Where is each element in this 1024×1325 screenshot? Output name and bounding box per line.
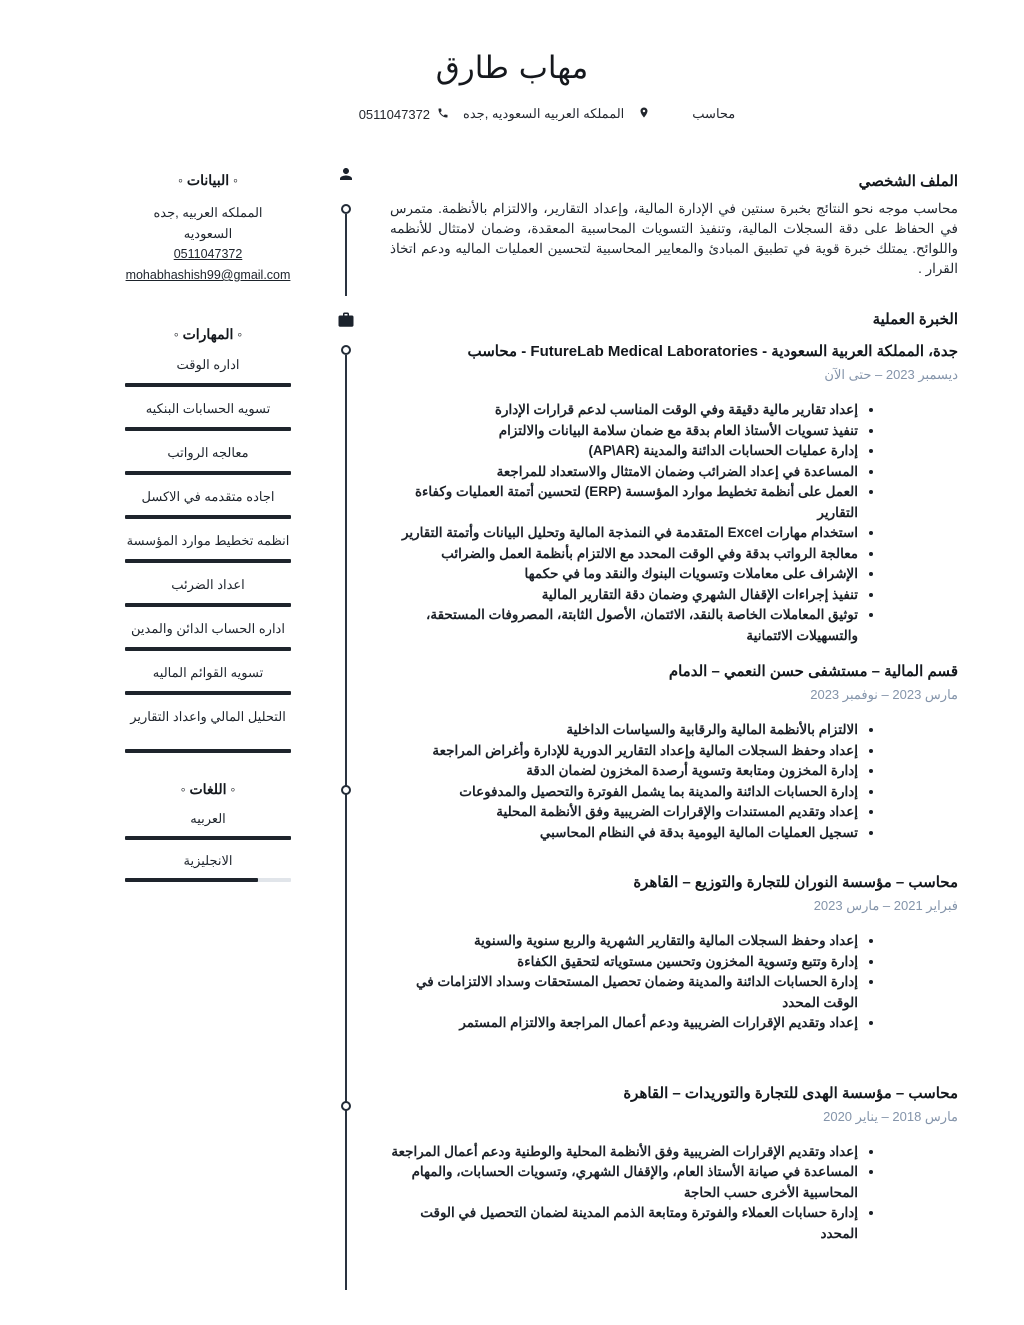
job-date-range: فبراير 2021 – مارس 2023: [813, 898, 958, 913]
languages-section-title: ◦ اللغات ◦: [180, 781, 236, 797]
contact-section-title: ◦ البيانات ◦: [178, 172, 238, 188]
job-bullet: • توثيق المعاملات الخاصة بالنقد، الائتمان، الأصول الثابتة، المصروفات المستحقة، والتسهيلات الائتمانية: [390, 605, 858, 646]
skill-item: [98, 708, 318, 753]
skill-rating-bar: [125, 383, 291, 387]
timeline-node: [341, 204, 351, 214]
contact-location-line1: المملكه العربيه ,جده: [153, 205, 263, 220]
profile-section-title: الملف الشخصي: [858, 173, 958, 190]
job-entry: [390, 662, 958, 843]
job-bullet: • المساعدة في صيانة الأستاذ العام، والإقفال الشهري، وتسويات الحسابات، والمهام المحاسبية الأخرى حسب الحاجة: [390, 1162, 858, 1203]
job-entry: [390, 1084, 958, 1245]
skill-item: [98, 488, 318, 519]
job-entry: [390, 342, 958, 646]
job-bullet: • إدارة الحسابات الدائنة والمدينة وضمان تحصيل المستحقات وسداد الالتزامات في الوقت المحدد: [390, 972, 858, 1013]
job-bullet: • تسجيل العمليات المالية اليومية بدقة في النظام المحاسبي: [390, 823, 858, 844]
contact-location-line2: السعوديه: [183, 226, 233, 241]
language-rating-fill: [125, 878, 258, 882]
header-location: المملكه العربيه السعوديه ,جده: [463, 106, 625, 121]
language-item: [98, 810, 318, 840]
job-date-range: ديسمبر 2023 – حتى الآن: [824, 367, 958, 382]
job-bullet-list: [390, 400, 958, 646]
skill-rating-bar: [125, 603, 291, 607]
job-bullet: • إدارة الحسابات الدائنة والمدينة بما يشمل الفوترة والتحصيل والمدفوعات: [390, 782, 858, 803]
timeline-node: [341, 785, 351, 795]
skill-label: اجاده متقدمه في الاكسل: [141, 489, 275, 504]
contact-row: [0, 106, 1024, 122]
skill-rating-bar: [125, 749, 291, 753]
job-bullet: • إعداد وحفظ السجلات المالية وإعداد التقارير الدورية للإدارة وأغراض المراجعة: [390, 741, 858, 762]
main-column: [390, 172, 958, 1244]
experience-section-title: الخبرة العملية: [872, 311, 958, 328]
skill-label: التحليل المالي واعداد التقارير: [130, 709, 286, 724]
skill-rating-bar: [125, 691, 291, 695]
job-bullet: • إدارة حسابات العملاء والفوترة ومتابعة الذمم المدينة لضمان التحصيل في الوقت المحدد: [390, 1203, 858, 1244]
contact-phone-link[interactable]: 0511047372: [173, 247, 243, 261]
job-bullet: • إعداد وتقديم المستندات والإقرارات الضريبية وفق الأنظمة المحلية: [390, 802, 858, 823]
job-bullet: • تنفيذ إجراءات الإقفال الشهري وضمان دقة التقارير المالية: [390, 585, 858, 606]
language-rating-track: [125, 836, 291, 840]
job-entry: [390, 873, 958, 1034]
job-bullet: • معالجة الرواتب بدقة وفي الوقت المحدد مع الالتزام بأنظمة العمل والضرائب: [390, 544, 858, 565]
skill-label: معالجه الرواتب: [167, 445, 249, 460]
job-bullet: • إعداد وتقديم الإقرارات الضريبية ودعم أعمال المراجعة والالتزام المستمر: [390, 1013, 858, 1034]
language-item: [98, 852, 318, 882]
skills-section-title: ◦ المهارات ◦: [173, 326, 243, 342]
skill-label: انظمه تخطيط موارد المؤسسة: [126, 533, 290, 548]
phone-icon: [437, 107, 449, 122]
language-rating-fill: [125, 836, 291, 840]
skill-item: [98, 576, 318, 607]
job-bullet: • إدارة وتتبع وتسوية المخزون وتحسين مستوياته لتحقيق الكفاءة: [390, 952, 858, 973]
skill-item: [98, 620, 318, 651]
job-heading: قسم المالية – مستشفى حسن النعمي – الدمام: [668, 663, 958, 680]
skill-item: [98, 356, 318, 387]
job-bullet: • المساعدة في إعداد الضرائب وضمان الامتثال والاستعداد للمراجعة: [390, 462, 858, 483]
header-job-title: محاسب: [692, 106, 736, 121]
job-bullet: • الإشراف على معاملات وتسويات البنوك والنقد وما في حكمها: [390, 564, 858, 585]
skill-item: [98, 444, 318, 475]
language-label: الانجليزية: [183, 853, 233, 868]
job-heading: محاسب – مؤسسة النوران للتجارة والتوزيع – القاهرة: [633, 874, 958, 891]
job-date-range: مارس 2018 – يناير 2020: [823, 1108, 958, 1124]
skill-rating-bar: [125, 647, 291, 651]
job-bullet-list: [390, 931, 958, 1034]
job-bullet-list: [390, 1142, 958, 1245]
profile-summary: محاسب موجه نحو النتائج بخبرة سنتين في الإدارة المالية، وإعداد التقارير، والالتزام بالأنظمة. متمرس في الحفاظ على دقة السجلات المالية، وتنفيذ التسويات المحاسبية المعقدة، وضمان لامتثال للأنظمه واللوائح. يمتلك خبرة قوية في تطبيق المبادئ والمعايير المحاسبية لتحسين العمليات الماليه ودعم اتخاذ القرار .: [390, 201, 958, 276]
skill-rating-bar: [125, 427, 291, 431]
skill-label: تسويه القوائم الماليه: [152, 665, 264, 680]
skill-label: تسويه الحسابات البنكيه: [145, 401, 271, 416]
skill-label: اداره الوقت: [176, 357, 240, 372]
skill-rating-bar: [125, 471, 291, 475]
timeline-node: [341, 345, 351, 355]
job-bullet: • إعداد وتقديم الإقرارات الضريبية وفق الأنظمة المحلية والوطنية ودعم أعمال المراجعة: [390, 1142, 858, 1163]
briefcase-icon: [337, 311, 355, 329]
job-heading: محاسب – مؤسسة الهدى للتجارة والتوريدات – القاهرة: [623, 1084, 958, 1102]
job-bullet-list: [390, 720, 958, 843]
candidate-name: مهاب طارق: [435, 50, 589, 86]
job-bullet: • تنفيذ تسويات الأستاذ العام بدقة مع ضمان سلامة البيانات والالتزام: [390, 421, 858, 442]
location-pin-icon: [638, 106, 650, 122]
skill-item: [98, 400, 318, 431]
person-icon: [337, 165, 355, 183]
skills-list: [98, 356, 318, 753]
job-date-range: مارس 2023 – نوفمبر 2023: [810, 687, 958, 702]
timeline-line: [345, 355, 347, 1290]
header-phone-number: 0511047372: [358, 106, 431, 122]
job-heading: جدة، المملكة العربية السعودية - FutureLab Medical Laboratories - محاسب: [467, 343, 958, 360]
skill-item: [98, 532, 318, 563]
job-bullet: • العمل على أنظمة تخطيط موارد المؤسسة (ERP) لتحسين أتمتة العمليات وكفاءة التقارير: [390, 482, 858, 523]
job-bullet: • إعداد تقارير مالية دقيقة وفي الوقت المناسب لدعم قرارات الإدارة: [390, 400, 858, 421]
sidebar: [98, 172, 318, 894]
timeline-node: [341, 1101, 351, 1111]
job-bullet: • إدارة عمليات الحسابات الدائنة والمدينة (AP\AR): [390, 441, 858, 462]
skill-item: [98, 664, 318, 695]
skill-label: اعداد الضرئب: [171, 577, 245, 592]
languages-list: [98, 810, 318, 882]
language-label: العربيه: [190, 811, 226, 826]
contact-email-link[interactable]: mohabhashish99@gmail.com: [125, 268, 291, 282]
skill-rating-bar: [125, 515, 291, 519]
skill-rating-bar: [125, 559, 291, 563]
skill-label: اداره الحساب الدائن والمدين: [131, 621, 285, 636]
job-bullet: • إدارة المخزون ومتابعة وتسوية أرصدة المخزون لضمان الدقة: [390, 761, 858, 782]
job-bullet: • استخدام مهارات Excel المتقدمة في النمذجة المالية وتحليل البيانات وأتمتة التقارير: [390, 523, 858, 544]
experience-list: [390, 342, 958, 1244]
job-bullet: • إعداد وحفظ السجلات المالية والتقارير الشهرية والربع سنوية والسنوية: [390, 931, 858, 952]
job-bullet: • الالتزام بالأنظمة المالية والرقابية والسياسات الداخلية: [390, 720, 858, 741]
language-rating-track: [125, 878, 291, 882]
timeline-line: [345, 214, 347, 296]
